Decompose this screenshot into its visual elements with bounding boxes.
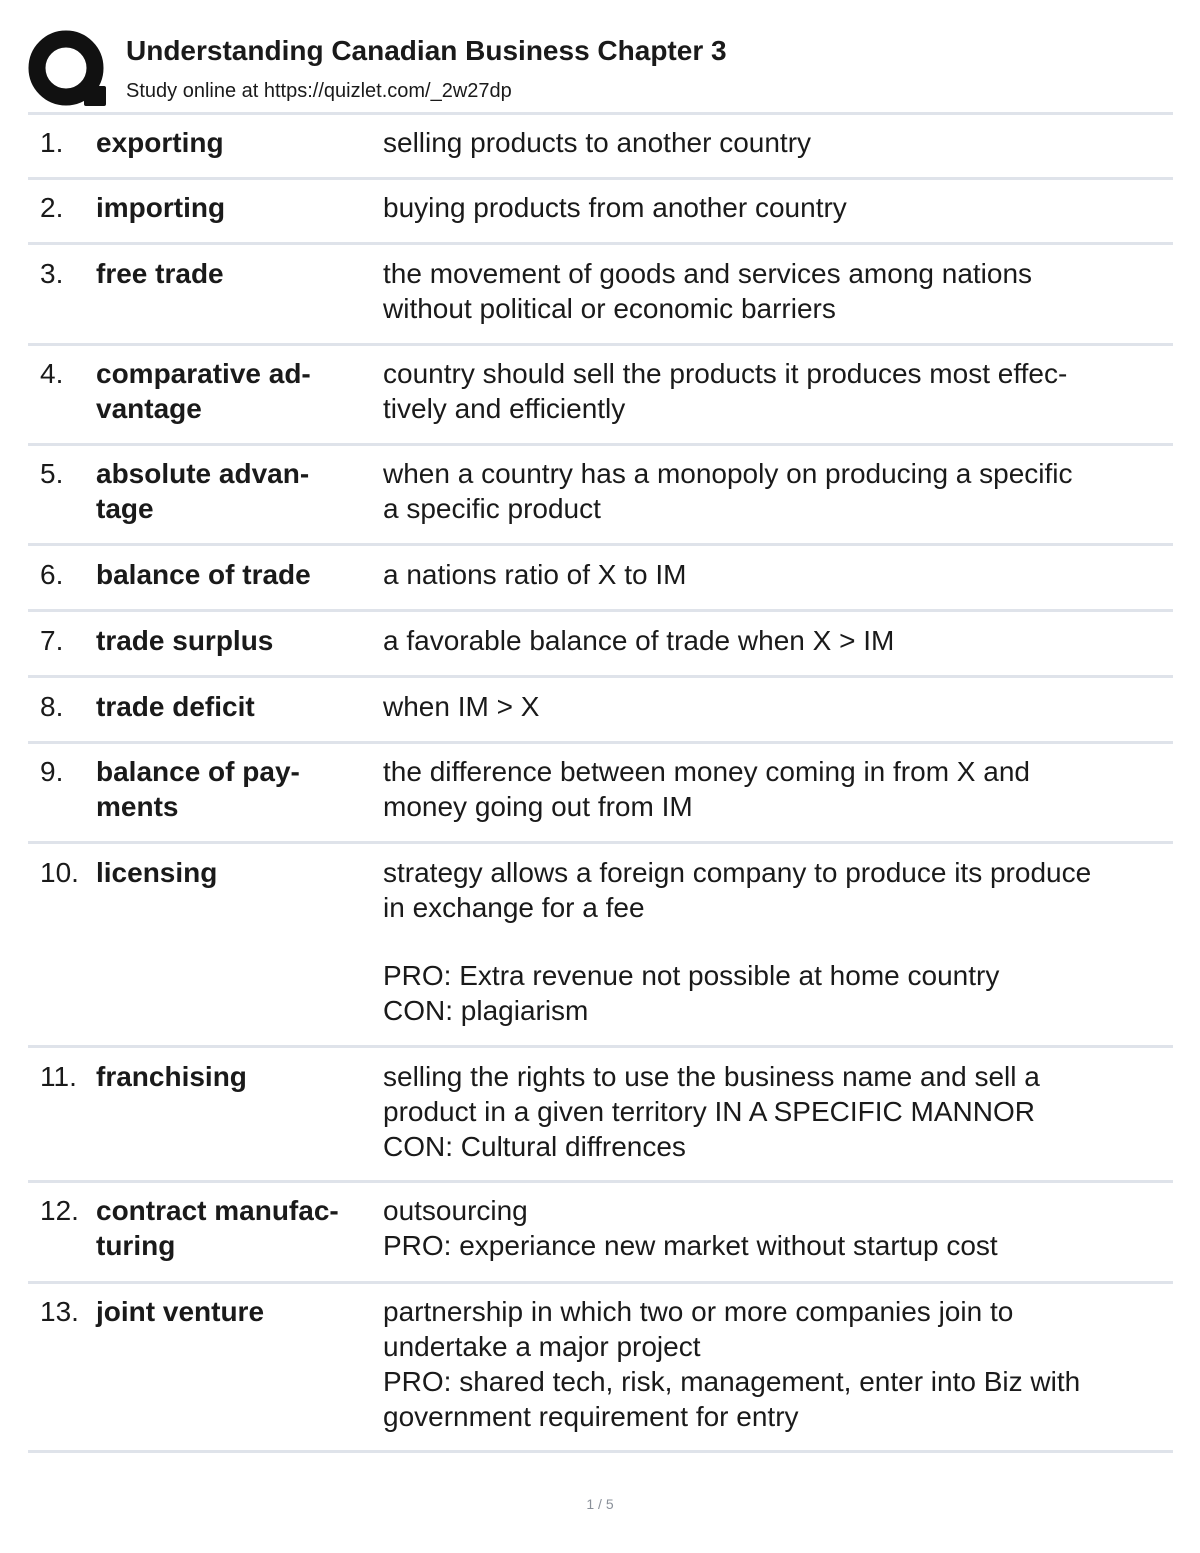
divider xyxy=(28,112,1173,115)
divider xyxy=(28,1180,1173,1183)
card-term: balance of pay- ments xyxy=(96,756,300,822)
card-term: trade deficit xyxy=(96,691,255,722)
card-definition: the difference between money coming in from X and money going out from IM xyxy=(383,756,1030,822)
card-term: franchising xyxy=(96,1061,247,1092)
divider xyxy=(28,841,1173,844)
card-definition: outsourcing PRO: experiance new market without startup cost xyxy=(383,1195,998,1261)
card-term: licensing xyxy=(96,857,218,888)
card-term: free trade xyxy=(96,258,224,289)
card-term: importing xyxy=(96,192,226,223)
card-definition: selling the rights to use the business name and sell a product in a given territory IN A SPECIFIC MANNOR CON: Cultural diffrences xyxy=(383,1061,1040,1162)
card-definition: when a country has a monopoly on producing a specific a specific product xyxy=(383,458,1073,524)
divider xyxy=(28,443,1173,446)
quizlet-q-logo-icon xyxy=(28,30,106,108)
card-definition: a nations ratio of X to IM xyxy=(383,559,687,590)
card-number: 13. xyxy=(40,1296,79,1327)
card-definition: country should sell the products it produces most effec- tively and efficiently xyxy=(383,358,1068,424)
card-number: 6. xyxy=(40,559,64,590)
card-term: balance of trade xyxy=(96,559,311,590)
card-number: 5. xyxy=(40,458,64,489)
card-definition: the movement of goods and services among nations without political or economic barriers xyxy=(383,258,1033,324)
card-term: joint venture xyxy=(96,1296,265,1327)
divider xyxy=(28,609,1173,612)
card-number: 10. xyxy=(40,857,79,888)
card-number: 1. xyxy=(40,127,64,158)
document-header xyxy=(28,28,1173,112)
card-definition: selling products to another country xyxy=(383,127,812,158)
divider xyxy=(28,543,1173,546)
card-definition: a favorable balance of trade when X > IM xyxy=(383,625,895,656)
document-title: Understanding Canadian Business Chapter 3 xyxy=(126,35,727,66)
card-term: comparative ad- vantage xyxy=(96,358,311,424)
card-number: 12. xyxy=(40,1195,79,1226)
card-definition: partnership in which two or more companies join to undertake a major project PRO: shared tech, risk, management, enter into Biz with government requirement for entry xyxy=(383,1296,1081,1432)
card-term: trade surplus xyxy=(96,625,274,656)
card-number: 3. xyxy=(40,258,64,289)
card-definition: buying products from another country xyxy=(383,192,847,223)
divider xyxy=(28,1281,1173,1284)
card-number: 7. xyxy=(40,625,64,656)
card-number: 11. xyxy=(40,1061,77,1092)
divider xyxy=(28,1450,1173,1453)
divider xyxy=(28,242,1173,245)
card-term: contract manufac- turing xyxy=(96,1195,339,1261)
card-definition: when IM > X xyxy=(383,691,540,722)
card-term: exporting xyxy=(96,127,224,158)
card-number: 8. xyxy=(40,691,64,722)
card-number: 4. xyxy=(40,358,64,389)
document-subtitle: Study online at https://quizlet.com/_2w27dp xyxy=(126,80,512,102)
divider xyxy=(28,177,1173,180)
divider xyxy=(28,741,1173,744)
page-number: 1 / 5 xyxy=(586,1496,614,1512)
card-term: absolute advan- tage xyxy=(96,458,310,524)
card-definition: strategy allows a foreign company to produce its produce in exchange for a fee PRO: Extra revenue not possible at home country CON: plagiarism xyxy=(383,857,1092,1026)
card-number: 2. xyxy=(40,192,64,223)
divider xyxy=(28,675,1173,678)
card-number: 9. xyxy=(40,756,64,787)
divider xyxy=(28,343,1173,346)
divider xyxy=(28,1045,1173,1048)
